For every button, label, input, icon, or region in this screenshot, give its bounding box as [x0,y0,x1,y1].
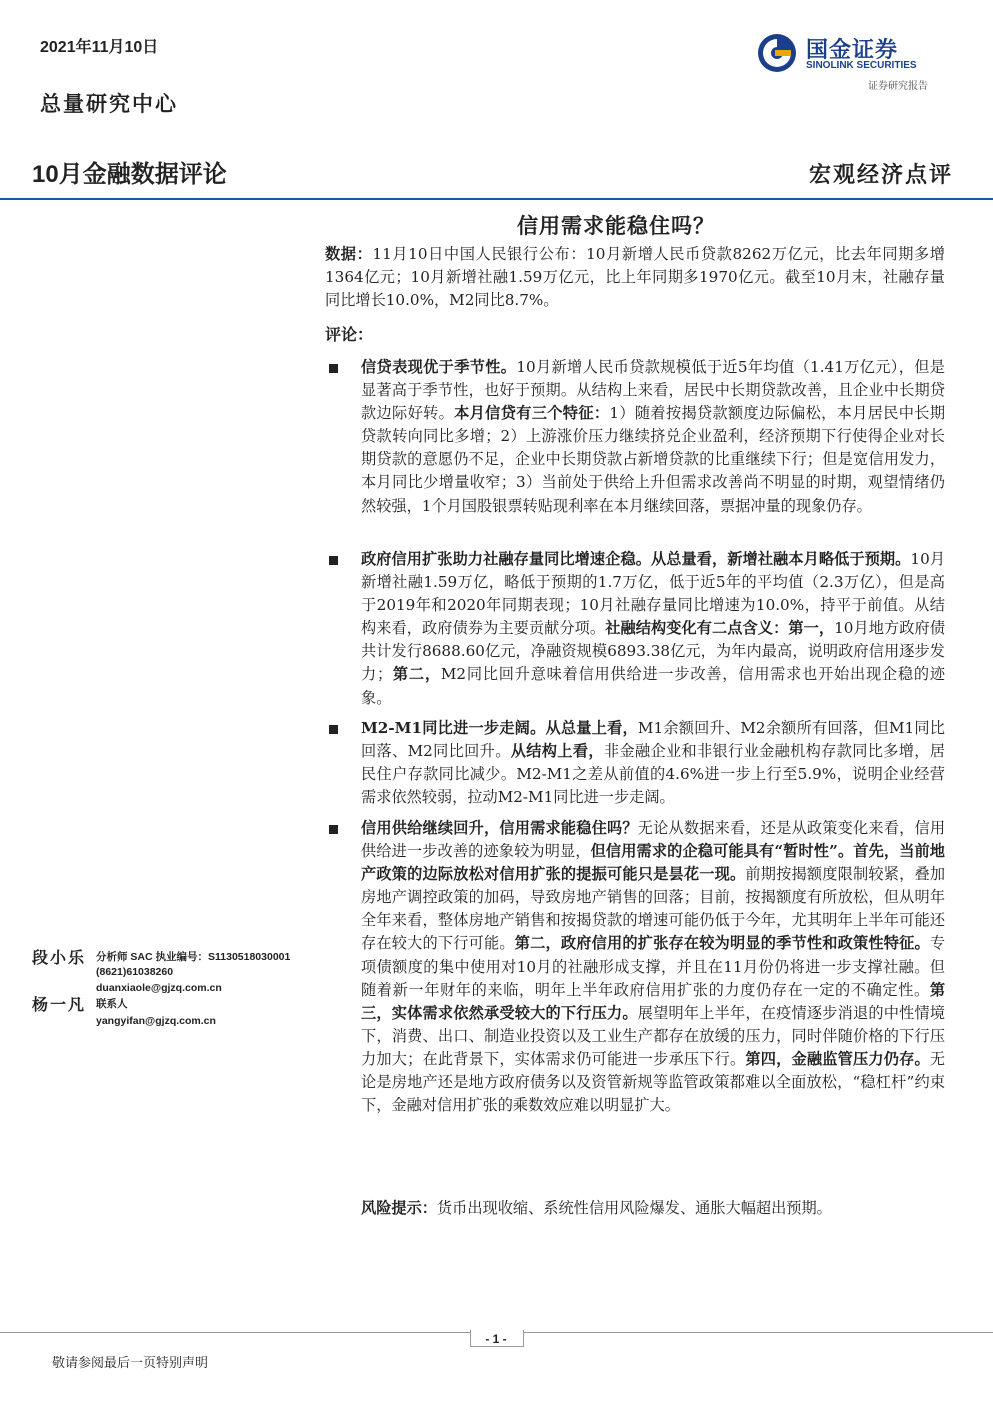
analyst-phone: (8621)61038260 [96,965,174,978]
item-bold: 本月信贷有三个特征： [454,404,610,423]
item-text: 专项债额度的集中使用对10月的社融形成支撑，并且在11月份仍将进一步支撑社融。但随着新一年财年的来临，明年上半年政府信用扩张的力度仍存在一定的不确定性。 [361,934,946,999]
item-text: 10月地方政府债共计发行8688.60亿元，净融资规模6893.38亿元，为年内最高，说明政府信用逐步发力； [361,619,946,684]
risk-label: 风险提示： [361,1199,437,1217]
page-number: - 1 - [485,1332,507,1346]
comment-item-3 [361,717,945,809]
item-bold: 第四，金融监管压力仍存。 [745,1049,930,1068]
item-bold: M2-M1同比进一步走阔。从总量上看， [361,719,638,737]
item-text: 非金融企业和非银行业金融机构存款同比多增，居民住户存款同比减少。M2-M1之差从前值的4.6%进一步上行至5.9%，说明企业经营需求依然较弱，拉动M2-M1同比进一步走阔。 [361,742,946,807]
risk-text: 货币出现收缩、系统性信用风险爆发、通胀大幅超出预期。 [436,1199,832,1217]
comment-label: 评论： [325,325,374,344]
item-text: 前期按揭额度限制较紧，叠加房地产调控政策的加码，导致房地产销售的回落；目前，按揭额度有所放松，但从明年全年来看，整体房地产销售和按揭贷款的增速可能仍低于今年，尤其明年上半年可能还存在较大的下行可能。 [361,865,946,953]
brand-subtitle: 证券研究报告 [868,81,928,92]
department-name: 总量研究中心 [40,91,178,116]
bullet-icon [329,725,338,734]
contact-email: yangyifan@gjzq.com.cn [96,1014,216,1027]
analyst-email: duanxiaole@gjzq.com.cn [96,982,222,994]
report-date: 2021年11月10日 [40,39,159,56]
contact-info [96,997,216,1028]
data-label: 数据： [325,245,373,263]
item-text: 1）随着按揭贷款额度边际偏松，本月居民中长期贷款转向同比多增；2）上游涨价压力继续挤兑企业盈利，经济预期下行使得企业对长期贷款的意愿仍不足，企业中长期贷款占新增贷款的比重继续下行；但是宽信用发力，本月同比少增量收窄；3）当前处于供给上升但需求改善尚不明显的时期，观望情绪仍然较强，1个月国股银票转贴现利率在本月继续回落，票据冲量的现象仍存。 [361,404,946,515]
risk-warning [361,1197,832,1218]
data-paragraph [325,243,945,312]
bullet-icon [329,825,338,834]
analyst-name: 段小乐 [32,948,87,967]
item-text: 无论从数据来看，还是从政策变化来看，信用供给进一步改善的迹象较为明显， [361,819,946,861]
bullet-icon [329,364,338,373]
data-text: 11月10日中国人民银行公布：10月新增人民币贷款8262万亿元，比去年同期多增1364亿元；10月新增社融1.59万亿元，比上年同期多1970亿元。截至10月末，社融存量同比增长10.0%，M2同比8.7%。 [325,245,945,310]
item-text: 无论是房地产还是地方政府债务以及资管新规等监管政策都难以全面放松，“稳杠杆”约束下，金融对信用扩张的乘数效应难以明显扩大。 [361,1049,946,1115]
item-bold: 第三，实体需求依然承受较大的下行压力。 [361,980,945,1022]
comment-item-1 [361,356,945,518]
item-bold: 第二，政府信用的扩张存在较为明显的季节性和政策性特征。 [514,934,930,953]
contact-role: 联系人 [96,998,128,1010]
footer-disclaimer: 敬请参阅最后一页特别声明 [52,1356,209,1371]
item-text: 展望明年上半年，在疫情逐步消退的中性情境下，消费、出口、制造业投资以及工业生产都存在放缓的压力，同时伴随价格的下行压力加大；在此背景下，实体需求仍可能进一步承压下行。 [361,1003,946,1068]
header-rule [0,198,993,200]
item-bold: 第二， [392,665,441,684]
comment-item-4 [361,817,945,1117]
bullet-icon [329,556,338,565]
analyst-role: 分析师 SAC 执业编号：S1130518030001 [96,951,291,963]
item-bold: 但信用需求的企稳可能具有“暂时性”。首先，当前地产政策的边际放松对信用扩张的提振可能只是昙花一现。 [361,842,945,884]
brand-name-cn: 国金证券 [806,37,899,62]
comment-item-2 [361,548,945,710]
item-bold: 信贷表现优于季节性。 [361,358,517,376]
contact-name: 杨一凡 [32,995,87,1014]
item-bold: 从结构上看， [510,742,604,761]
item-text: 10月新增人民币贷款规模低于近5年均值（1.41万亿元），但是显著高于季节性，也好于预期。从结构上来看，居民中长期贷款改善，且企业中长期贷款边际好转。 [361,358,945,423]
item-text: M1余额回升、M2余额所有回落，但M1同比回落、M2同比回升。 [361,719,945,761]
item-bold: 政府信用扩张助力社融存量同比增速企稳。从总量看，新增社融本月略低于预期。 [361,550,911,568]
report-title: 10月金融数据评论 [32,161,227,188]
item-text: M2同比回升意味着信用供给进一步改善，信用需求也开始出现企稳的迹象。 [361,665,946,707]
sinolink-logo-icon [757,33,797,73]
headline: 信用需求能稳住吗？ [517,213,715,238]
brand-name-en: SINOLINK SECURITIES [806,60,917,71]
analyst-info [96,950,290,996]
item-bold: 社融结构变化有二点含义：第一， [605,619,835,638]
item-text: 10月新增社融1.59万亿，略低于预期的1.7万亿，低于近5年的平均值（2.3万亿），但是高于2019年和2020年同期表现；10月社融存量同比增速为10.0%，持平于前值。从结构来看，政府债券为主要贡献分项。 [361,550,946,638]
item-bold: 信用供给继续回升，信用需求能稳住吗？ [361,819,638,837]
report-series: 宏观经济点评 [808,162,953,188]
